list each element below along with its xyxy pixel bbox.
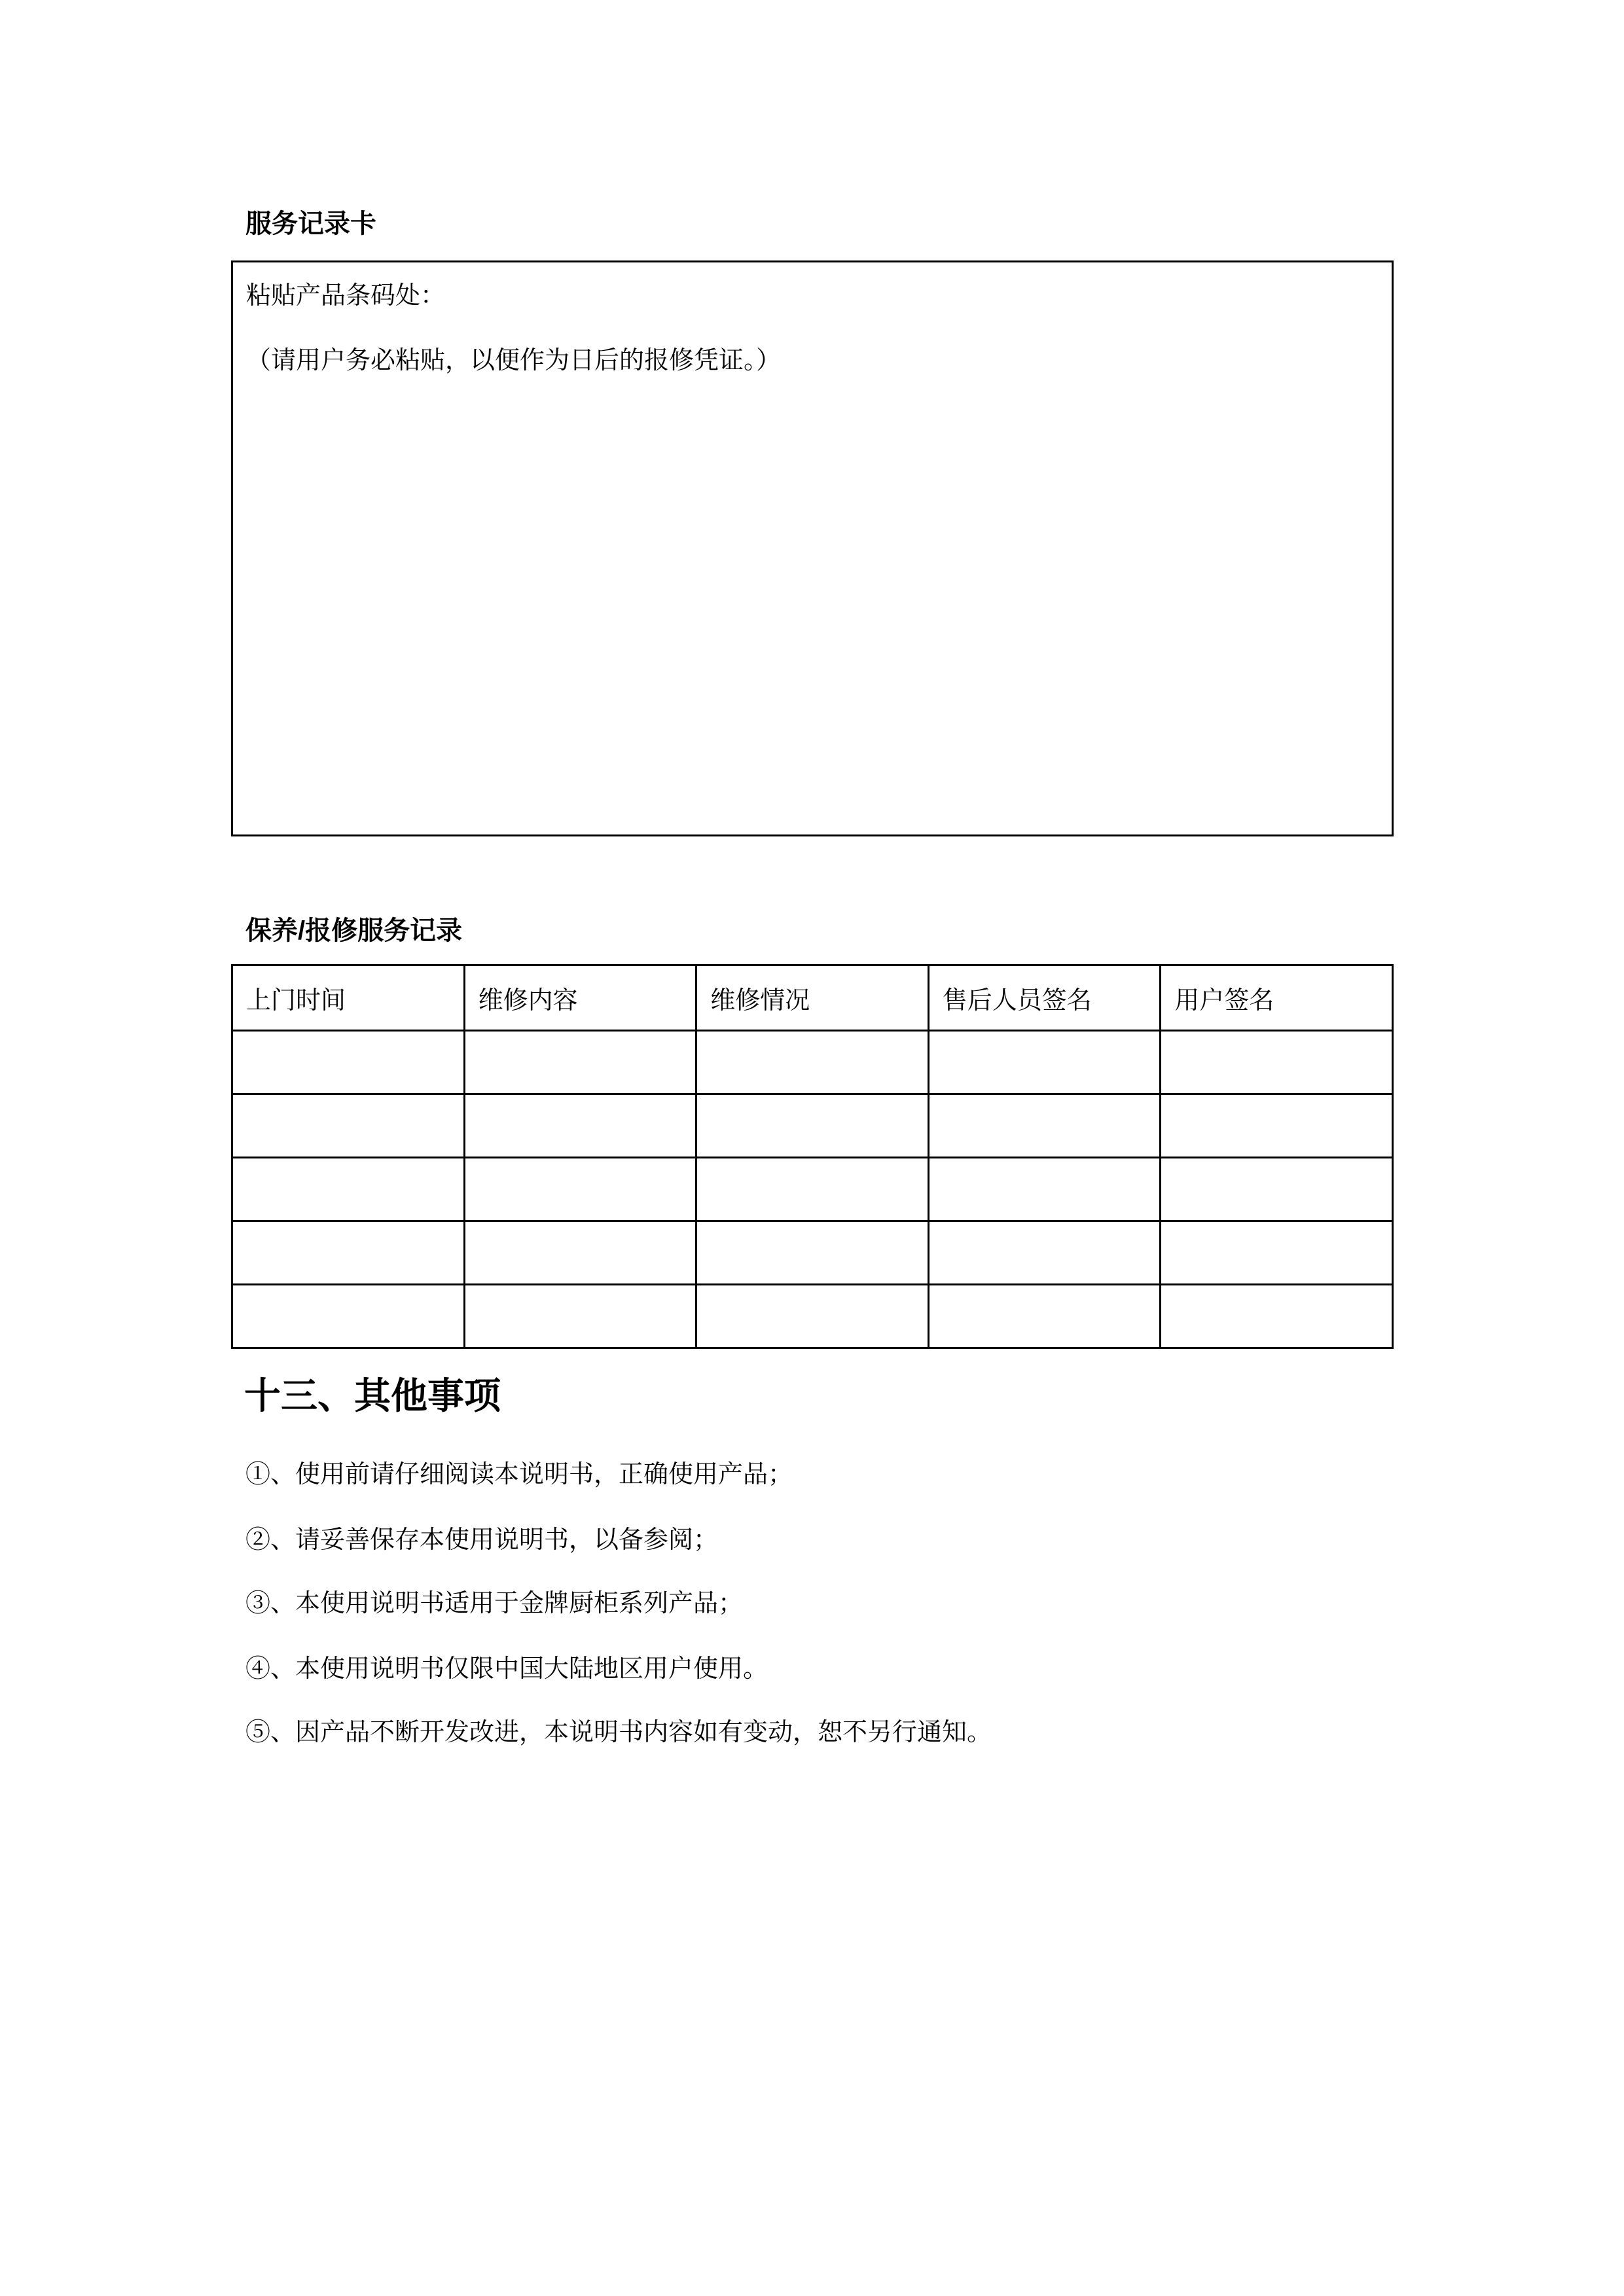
table-cell — [928, 1094, 1161, 1158]
table-row — [232, 1221, 1393, 1285]
other-matters-item-1: ①、使用前请仔细阅读本说明书，正确使用产品； — [245, 1461, 793, 1488]
table-cell — [1161, 1094, 1393, 1158]
table-cell — [232, 1094, 465, 1158]
barcode-paste-box — [231, 260, 1394, 836]
table-cell — [696, 1285, 929, 1348]
table-cell — [1161, 1031, 1393, 1094]
table-cell — [232, 1158, 465, 1221]
table-cell — [928, 1158, 1161, 1221]
table-cell — [696, 1221, 929, 1285]
table-cell — [928, 1221, 1161, 1285]
table-row — [232, 1158, 1393, 1221]
table-header-visit-time: 上门时间 — [232, 965, 465, 1031]
table-cell — [928, 1285, 1161, 1348]
table-cell — [928, 1031, 1161, 1094]
barcode-box-label: 粘贴产品条码处： — [246, 282, 446, 310]
table-cell — [232, 1285, 465, 1348]
table-header-repair-content: 维修内容 — [464, 965, 696, 1031]
table-cell — [232, 1031, 465, 1094]
service-card-title: 服务记录卡 — [245, 209, 376, 238]
table-cell — [1161, 1285, 1393, 1348]
table-row — [232, 1094, 1393, 1158]
other-matters-item-3: ③、本使用说明书适用于金牌厨柜系列产品； — [245, 1590, 744, 1617]
table-cell — [1161, 1158, 1393, 1221]
table-cell — [464, 1094, 696, 1158]
maintenance-record-heading: 保养/报修服务记录 — [245, 916, 463, 945]
table-cell — [1161, 1221, 1393, 1285]
service-record-table — [231, 964, 1394, 1349]
other-matters-item-5: ⑤、因产品不断开发改进，本说明书内容如有变动，恕不另行通知。 — [245, 1719, 992, 1746]
table-row — [232, 1031, 1393, 1094]
table-row — [232, 1285, 1393, 1348]
table-cell — [696, 1031, 929, 1094]
table-cell — [464, 1031, 696, 1094]
table-cell — [696, 1094, 929, 1158]
table-header-user-signature: 用户签名 — [1161, 965, 1393, 1031]
table-cell — [696, 1158, 929, 1221]
barcode-box-note: （请用户务必粘贴，以便作为日后的报修凭证。） — [246, 347, 782, 374]
other-matters-item-2: ②、请妥善保存本使用说明书，以备参阅； — [245, 1526, 719, 1554]
table-cell — [232, 1221, 465, 1285]
table-cell — [464, 1158, 696, 1221]
other-matters-heading: 十三、其他事项 — [244, 1375, 501, 1416]
other-matters-item-4: ④、本使用说明书仅限中国大陆地区用户使用。 — [245, 1655, 768, 1683]
table-cell — [464, 1221, 696, 1285]
table-header-repair-status: 维修情况 — [696, 965, 929, 1031]
table-header-row — [232, 965, 1393, 1031]
table-cell — [464, 1285, 696, 1348]
table-header-service-staff-signature: 售后人员签名 — [928, 965, 1161, 1031]
